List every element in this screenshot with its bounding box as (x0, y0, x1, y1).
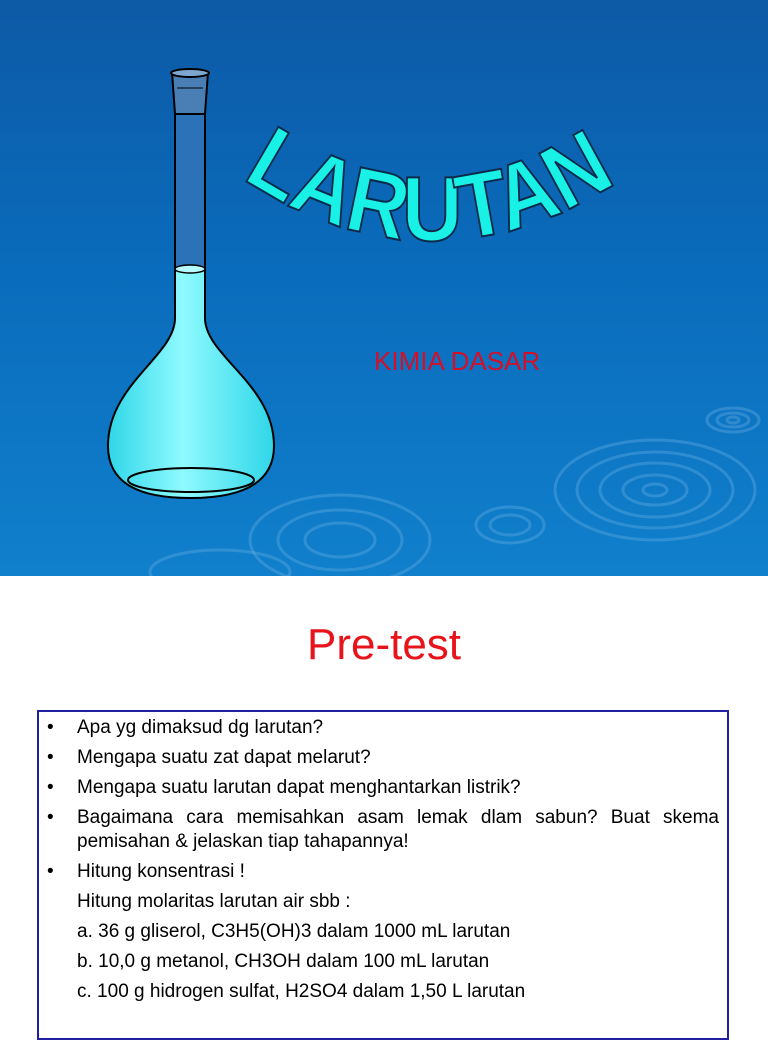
question-text: Apa yg dimaksud dg larutan? (77, 717, 324, 738)
question-text: Bagaimana cara memisahkan asam lemak dlam sabun? Buat skema pemisahan & jelaskan tiap tahapannya! (77, 807, 719, 852)
bullet: • (47, 807, 54, 828)
sub-line: Hitung molaritas larutan air sbb : (77, 891, 351, 912)
sub-line: a. 36 g gliserol, C3H5(OH)3 dalam 1000 mL larutan (77, 921, 511, 942)
question-text: Mengapa suatu larutan dapat menghantarkan listrik? (77, 777, 521, 798)
title-text: LARUTAN (232, 107, 633, 260)
pretest-slide (0, 576, 768, 1024)
list-item (47, 716, 719, 740)
larutan-title-wordart (232, 100, 652, 260)
sub-line: c. 100 g hidrogen sulfat, H2SO4 dalam 1,50 L larutan (77, 981, 526, 1002)
subtitle: KIMIA DASAR (374, 346, 541, 376)
bullet: • (47, 747, 54, 768)
page-title: Pre-test (306, 620, 462, 669)
bullet: • (47, 777, 54, 798)
list-item (47, 806, 719, 854)
list-item (47, 776, 719, 800)
bullet: • (47, 717, 54, 738)
question-text: Hitung konsentrasi ! (77, 861, 245, 882)
sub-line: b. 10,0 g metanol, CH3OH dalam 100 mL larutan (77, 951, 490, 972)
list-item (47, 860, 719, 884)
list-item (47, 746, 719, 770)
question-text: Mengapa suatu zat dapat melarut? (77, 747, 371, 768)
question-box (37, 710, 729, 1040)
bullet: • (47, 861, 54, 882)
